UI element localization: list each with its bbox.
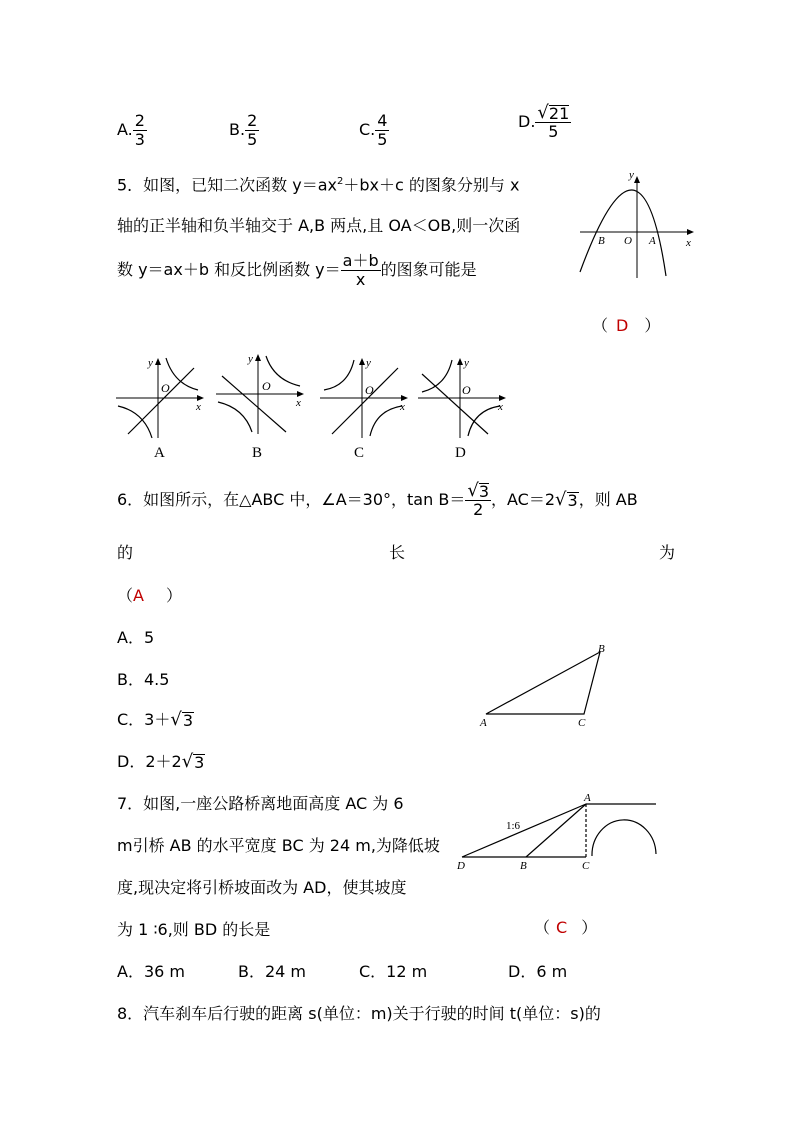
fraction <box>375 112 389 149</box>
q7-option-c: C．12 m <box>359 962 428 981</box>
q6-word-chang: 长 <box>389 543 406 562</box>
radicand: 3 <box>182 711 194 730</box>
superscript: 2 <box>337 176 344 187</box>
q4-option-d <box>518 104 571 141</box>
q5-line-3 <box>117 252 477 289</box>
q7-bridge-figure <box>456 790 662 872</box>
q5-option-graph-a <box>114 354 210 440</box>
paren-close: ） <box>581 918 598 937</box>
linear-line <box>422 374 488 434</box>
q7-option-a: A．36 m <box>117 962 185 981</box>
hyperbola-branch <box>468 406 500 436</box>
parabola-curve <box>580 190 666 276</box>
option-prefix: C．3＋ <box>117 710 171 729</box>
y-label: y <box>464 357 469 369</box>
denominator: 3 <box>134 130 145 149</box>
paren-close: ） <box>644 316 661 335</box>
option-prefix: D．2＋2 <box>117 752 182 771</box>
numerator: 4 <box>377 111 388 130</box>
q7-line-3: 度,现决定将引桥坡面改为 AD，使其坡度 <box>117 878 407 897</box>
denominator: x <box>355 270 366 289</box>
x-label: x <box>400 401 405 413</box>
q8-line-1: 8．汽车刹车后行驶的距离 s(单位：m)关于行驶的时间 t(单位：s)的 <box>117 1004 601 1023</box>
q4-option-a <box>117 112 147 149</box>
y-label: y <box>366 357 371 369</box>
q7-option-d: D．6 m <box>508 962 568 981</box>
origin-label: O <box>462 383 471 397</box>
q5-option-caption-c: C <box>354 445 365 461</box>
slope-ratio-label: 1:6 <box>506 820 521 832</box>
q5-option-caption-a: A <box>154 445 165 461</box>
q5-option-graph-c <box>318 354 414 440</box>
radicand: 3 <box>194 753 205 772</box>
q6-answer-bracket <box>117 586 182 606</box>
denominator: 5 <box>548 122 559 141</box>
fraction <box>133 112 147 149</box>
q5-parabola-figure <box>574 166 698 280</box>
q5-text: 数 y＝ax＋b 和反比例函数 y＝ <box>117 260 341 279</box>
radical: √ 3 <box>181 751 205 772</box>
vertex-a-label: A <box>480 717 487 729</box>
vertex-c-label: C <box>578 717 586 729</box>
paren-close: ） <box>165 586 182 605</box>
hyperbola-branch <box>166 358 198 390</box>
origin-label: O <box>365 383 374 397</box>
radicand: 3 <box>567 491 578 510</box>
slope-ad <box>462 804 586 857</box>
linear-line <box>332 368 398 434</box>
q6-option-b: B．4.5 <box>117 670 170 689</box>
q5-option-graph-b <box>214 350 310 436</box>
point-a-label: A <box>649 235 656 247</box>
x-label: x <box>296 397 301 409</box>
answer-letter: C <box>556 918 568 937</box>
x-label: x <box>686 237 691 249</box>
q7-line-1: 7．如图,一座公路桥离地面高度 AC 为 6 <box>117 794 404 813</box>
linear-line <box>222 376 286 432</box>
numerator: √ 3 <box>467 480 489 501</box>
option-prefix: C. <box>359 120 376 139</box>
q5-text: 的图象可能是 <box>380 260 477 279</box>
answer-letter: D <box>616 316 629 335</box>
radical: √ 3 <box>170 709 194 730</box>
fraction <box>535 104 571 141</box>
hyperbola-branch <box>266 356 300 386</box>
bridge-arch <box>592 820 656 856</box>
hyperbola-branch <box>218 402 252 432</box>
q5-answer-bracket <box>592 316 660 336</box>
origin-label: O <box>624 235 632 247</box>
y-label: y <box>248 353 253 365</box>
y-arrow <box>634 176 640 183</box>
slope-ab <box>526 804 586 857</box>
fraction <box>341 252 381 289</box>
q6-option-a: A．5 <box>117 628 155 647</box>
denominator: 5 <box>377 130 388 149</box>
q6-stem <box>117 482 638 519</box>
numerator: √ 21 <box>537 102 570 123</box>
paren-open: （ <box>117 586 134 605</box>
hyperbola-branch <box>324 360 354 390</box>
denominator: 2 <box>473 500 484 519</box>
linear-line <box>128 368 194 434</box>
answer-letter: A <box>133 586 144 605</box>
q6-word-wei: 为 <box>659 543 676 562</box>
radicand: 3 <box>478 482 489 501</box>
q7-line-4: 为 1 ∶6,则 BD 的长是 <box>117 920 271 939</box>
y-arrow <box>359 358 365 365</box>
x-arrow <box>687 229 694 235</box>
q7-option-b: B．24 m <box>238 962 307 981</box>
q6-text: ，则 AB <box>578 490 638 509</box>
q4-option-c <box>359 112 389 149</box>
denominator: 5 <box>247 130 258 149</box>
x-label: x <box>196 401 201 413</box>
q4-option-b <box>229 112 259 149</box>
y-arrow <box>255 354 261 361</box>
q6-text: ，AC＝2 <box>491 490 556 509</box>
q7-line-2: m引桥 AB 的水平宽度 BC 为 24 m,为降低坡 <box>117 836 440 855</box>
q6-word-de: 的 <box>117 543 134 562</box>
q5-line-2: 轴的正半轴和负半轴交于 A,B 两点,且 OA＜OB,则一次函 <box>117 216 521 235</box>
y-arrow <box>155 358 161 365</box>
q5-line-1 <box>117 172 519 195</box>
option-prefix: A. <box>117 120 133 139</box>
point-b-label: B <box>598 235 605 247</box>
numerator: a＋b <box>342 251 379 270</box>
x-label: x <box>498 401 503 413</box>
triangle-abc <box>486 652 600 714</box>
q6-triangle-figure <box>476 640 616 732</box>
fraction <box>245 112 259 149</box>
q6-option-d <box>117 752 205 772</box>
q5-option-graph-d <box>416 354 512 440</box>
option-prefix: B. <box>229 120 246 139</box>
q7-answer-bracket <box>534 918 597 938</box>
origin-label: O <box>161 381 170 395</box>
point-c-label: C <box>582 860 590 872</box>
y-label: y <box>629 169 634 181</box>
hyperbola-branch <box>370 406 402 436</box>
point-d-label: D <box>457 860 465 872</box>
q5-text: ＋bx＋c 的图象分别与 x <box>343 175 520 195</box>
q5-option-caption-d: D <box>455 445 466 461</box>
numerator: 2 <box>247 111 258 130</box>
vertex-b-label: B <box>598 643 605 655</box>
origin-label: O <box>262 379 271 393</box>
q6-text: 6．如图所示，在△ABC 中，∠A＝30°，tan B＝ <box>117 490 466 509</box>
option-prefix: D. <box>518 112 536 131</box>
hyperbola-branch <box>118 406 152 438</box>
point-a-label: A <box>584 792 591 804</box>
q5-text: 5．如图，已知二次函数 y＝ax <box>117 175 338 195</box>
y-arrow <box>457 358 463 365</box>
q5-option-caption-b: B <box>252 445 263 461</box>
radicand: 21 <box>548 104 570 123</box>
numerator: 2 <box>134 111 145 130</box>
radical: √ 3 <box>555 489 578 510</box>
y-label: y <box>148 357 153 369</box>
q6-option-c <box>117 710 194 730</box>
paren-open: （ <box>534 918 551 937</box>
point-b-label: B <box>520 860 527 872</box>
paren-open: （ <box>592 316 609 335</box>
fraction <box>465 482 491 519</box>
